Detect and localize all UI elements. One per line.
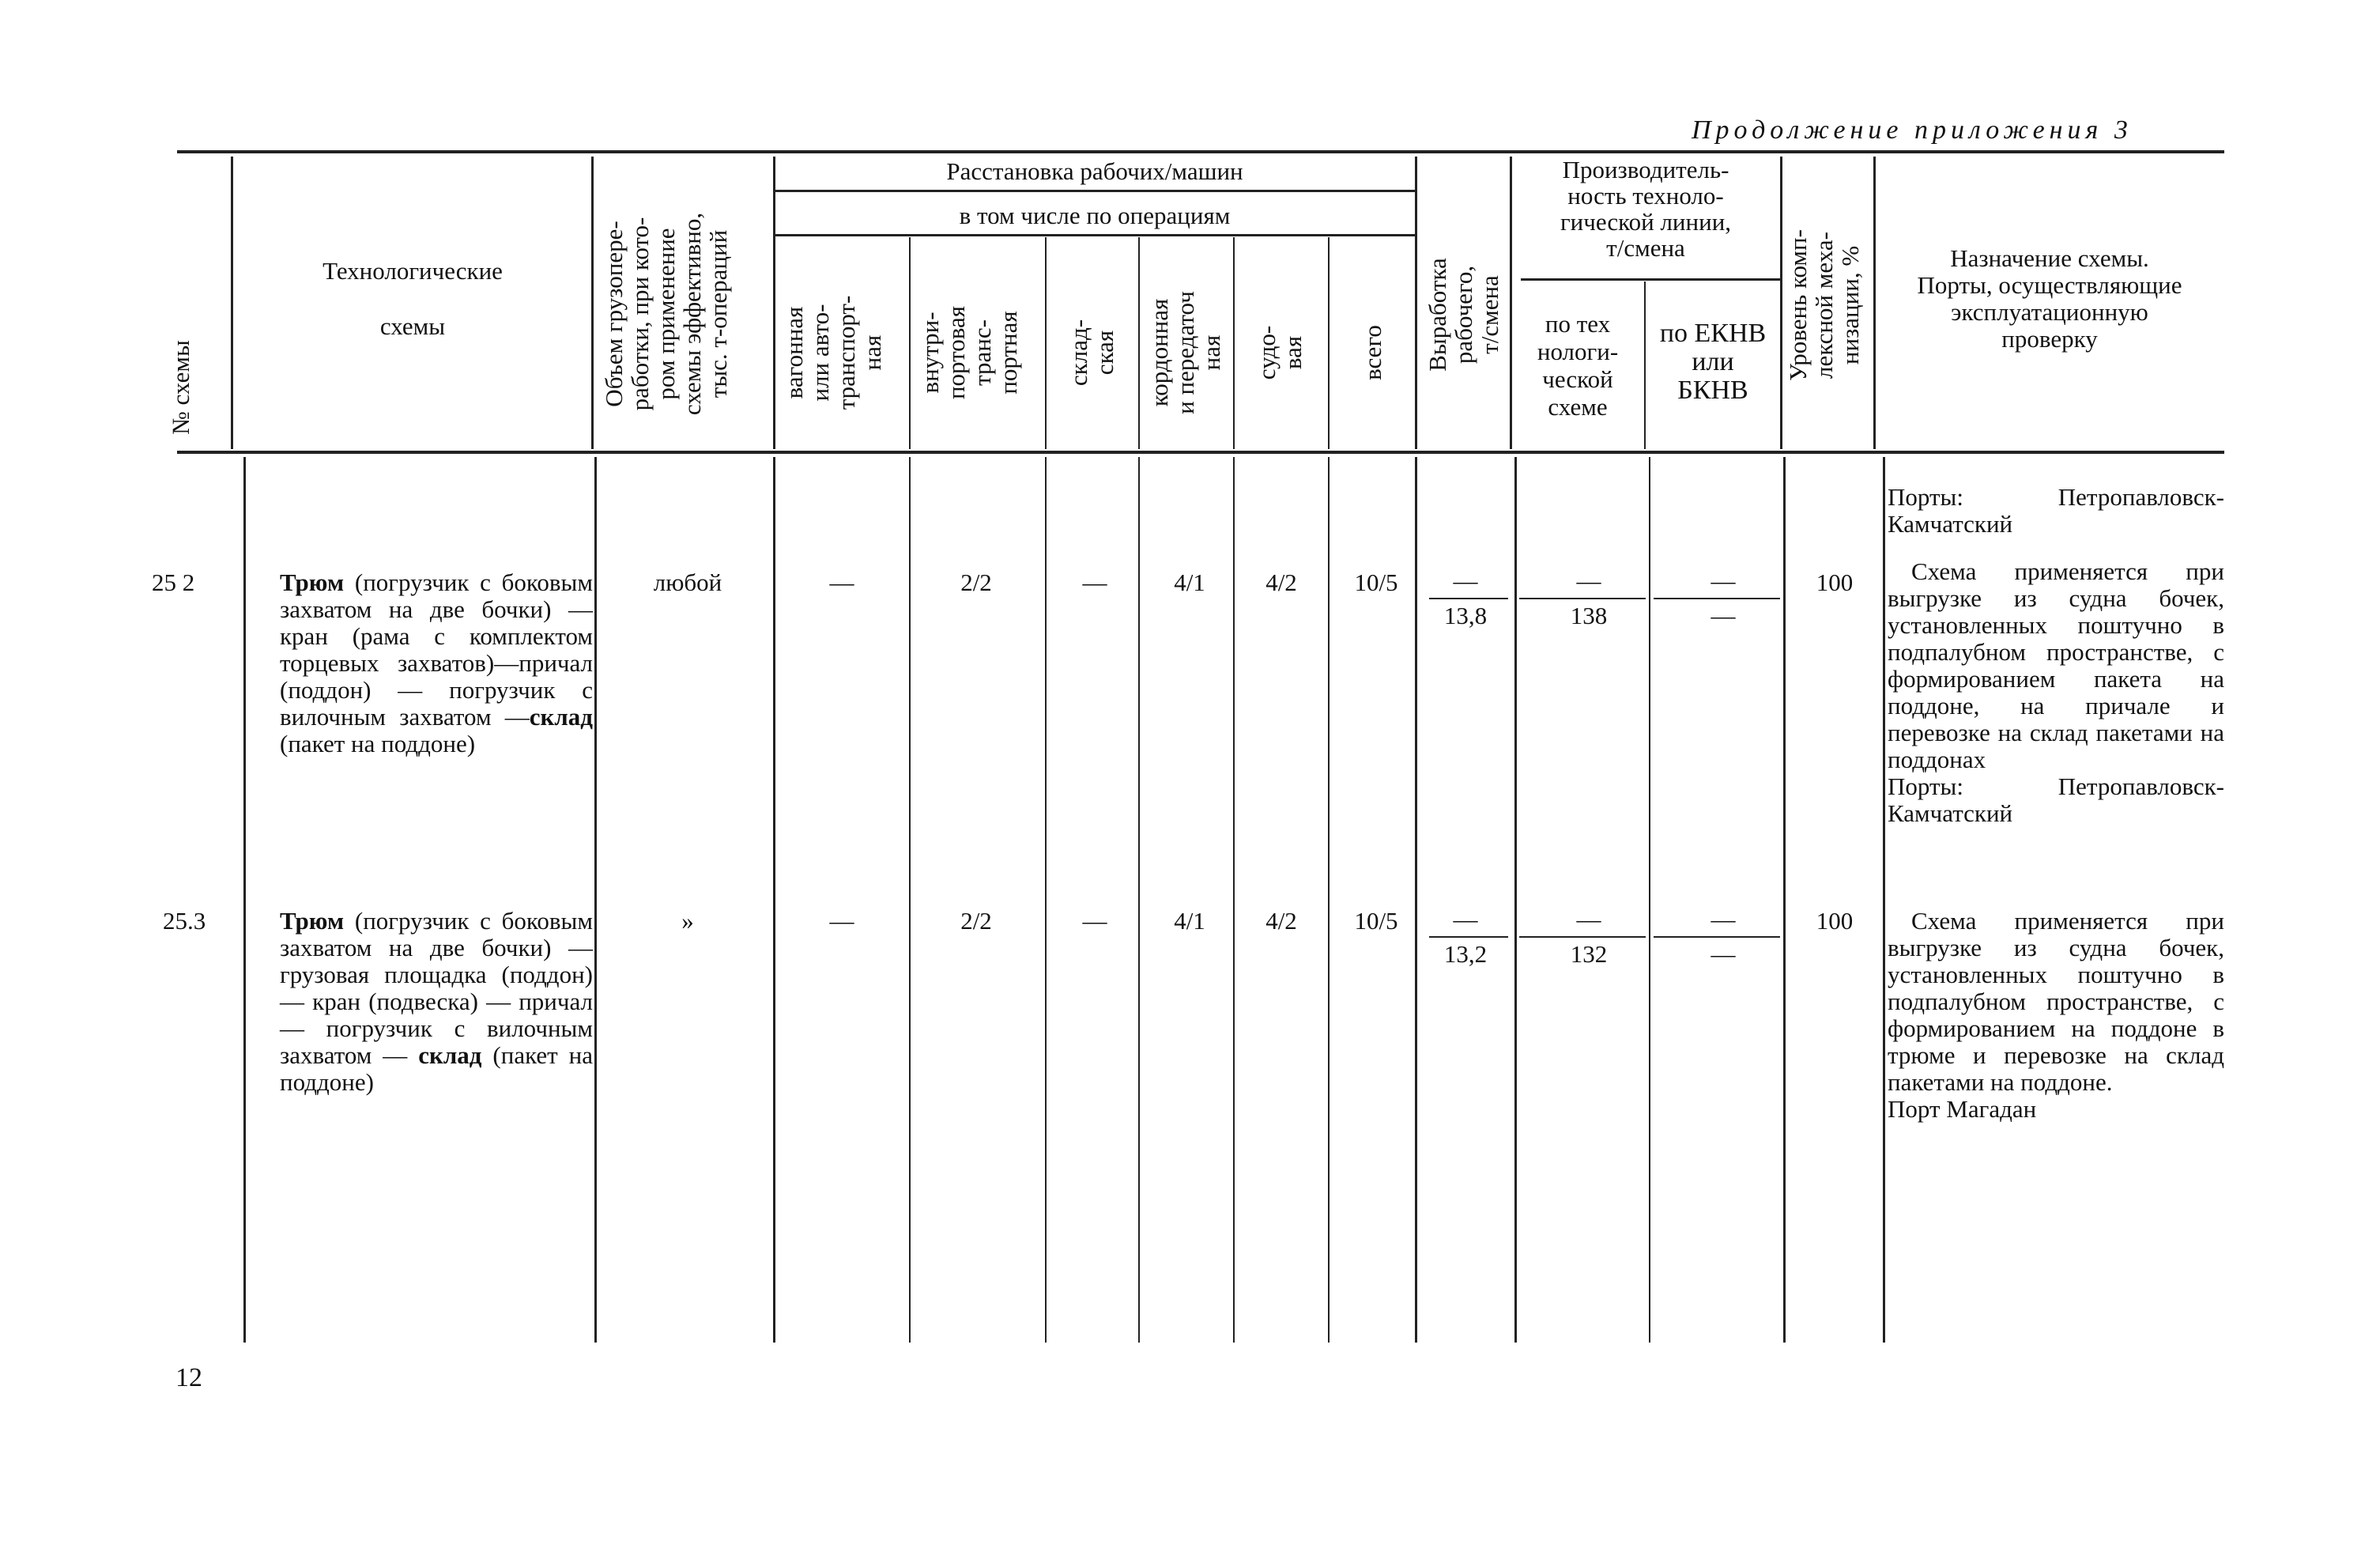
scheme-description: Трюм (погрузчик с боковым захватом на две бочки) — грузовая площадка (поддон) — кран (подвеска) — причал — погрузчик с вилочным захватом — склад (пакет на поддоне) (280, 907, 593, 1096)
header-bottom-rule (177, 451, 2224, 454)
fraction-line (1654, 598, 1780, 599)
prod-eknv-top: — (1711, 905, 1736, 933)
purpose-description: Порты: Петропавловск-Камчатский Схема применяется при выгрузке из судна бочек, установленных поштучно в подпалубном пространстве, с формированием пакета на поддоне, на причале и перевозке на склад пакетами на поддонах Порты: Петропавловск-Камчатский (1888, 483, 2224, 827)
col-divider (231, 157, 233, 449)
output-top: — (1453, 567, 1478, 595)
col-divider (909, 237, 911, 449)
fraction-line (1429, 936, 1508, 938)
subheader-rule (775, 190, 1415, 192)
output-bottom: 13,2 (1443, 940, 1488, 968)
header-op-wagon: вагонная или авто- транспорт- ная (780, 295, 886, 410)
op-cordon-value: 4/1 (1174, 568, 1205, 596)
op-ship-value: 4/2 (1265, 568, 1297, 596)
output-bottom: 13,8 (1443, 602, 1488, 629)
col-divider (1415, 157, 1417, 449)
header-op-inport: внутри- портовая транс- портная (916, 305, 1022, 400)
prod-tech-bottom: 138 (1570, 602, 1608, 629)
op-wagon-value: — (829, 568, 854, 596)
header-output: Выработка рабочего, т/смена (1424, 258, 1503, 372)
op-cordon-value: 4/1 (1174, 907, 1205, 935)
fraction-line (1429, 598, 1508, 599)
header-prod-eknv: по ЕКНВ или БКНВ (1659, 319, 1767, 405)
col-divider (1780, 157, 1782, 449)
subheader-rule (775, 234, 1415, 236)
body-col-divider (594, 457, 597, 1343)
body-col-divider (1883, 457, 1885, 1343)
op-inport-value: 2/2 (960, 568, 992, 596)
mech-level-value: 100 (1816, 568, 1854, 596)
prod-eknv-bottom: — (1711, 602, 1736, 629)
header-mech-level: Уровень комп- лексной меха- низации, % (1784, 229, 1864, 381)
row-num: 25 2 (152, 568, 195, 596)
fraction-line (1519, 598, 1646, 599)
op-inport-value: 2/2 (960, 907, 992, 935)
purpose-description: Схема применяется при выгрузке из судна бочек, установленных поштучно в подпалубном пространстве, с формированием на поддоне в трюме и перевозке на склад пакетами на поддоне. Порт Магадан (1888, 907, 2224, 1123)
header-placement: Расстановка рабочих/машин (946, 157, 1243, 185)
prod-tech-bottom: 132 (1570, 940, 1608, 968)
row-num: 25.3 (163, 907, 206, 935)
body-col-divider (1328, 457, 1330, 1343)
scheme-description: Трюм (погрузчик с боковым захватом на две бочки) — кран (рама с комплектом торцевых захватов)—причал (поддон) — погрузчик с вилочным захватом —склад (пакет на поддоне) (280, 568, 593, 757)
header-prod-tech: по тех нологи- ческой схеме (1537, 310, 1619, 421)
header-productivity: Производитель- ность техноло- гической линии, т/смена (1560, 156, 1732, 262)
op-warehouse-value: — (1082, 907, 1107, 935)
body-col-divider (1514, 457, 1517, 1343)
op-total-value: 10/5 (1354, 907, 1398, 935)
header-volume: Объем грузопере- работки, при кото- ром применение схемы эффективно, тыс. т-операций (600, 212, 732, 416)
col-divider (591, 157, 594, 449)
col-divider (773, 157, 775, 449)
body-col-divider (1233, 457, 1235, 1343)
col-divider (1045, 237, 1047, 449)
volume-value: любой (653, 568, 722, 596)
prod-tech-top: — (1576, 567, 1601, 595)
header-purpose: Назначение схемы. Порты, осуществляющие эксплуатационную проверку (1917, 244, 2182, 353)
header-tech: Технологические схемы (322, 257, 503, 340)
volume-value: » (681, 907, 694, 935)
fraction-line (1654, 936, 1780, 938)
header-num: № схемы (167, 340, 194, 435)
body-col-divider (1045, 457, 1047, 1343)
body-col-divider (1138, 457, 1140, 1343)
col-divider (1233, 237, 1235, 449)
body-col-divider (773, 457, 775, 1343)
output-top: — (1453, 905, 1478, 933)
header-op-total: всего (1359, 325, 1386, 380)
op-warehouse-value: — (1082, 568, 1107, 596)
body-col-divider (1783, 457, 1786, 1343)
op-total-value: 10/5 (1354, 568, 1398, 596)
body-col-divider (1649, 457, 1650, 1343)
prod-eknv-bottom: — (1711, 940, 1736, 968)
prod-eknv-top: — (1711, 567, 1736, 595)
header-op-cordon: кордонная и передаточ ная (1145, 291, 1225, 414)
body-col-divider (243, 457, 246, 1343)
continuation-title: Продолжение приложения 3 (1692, 115, 2133, 145)
mech-level-value: 100 (1816, 907, 1854, 935)
header-by-operations: в том числе по операциям (959, 202, 1231, 229)
body-col-divider (909, 457, 911, 1343)
subheader-rule (1521, 278, 1782, 281)
col-divider (1138, 237, 1140, 449)
header-op-warehouse: склад- ская (1065, 319, 1118, 387)
header-top-rule (177, 150, 2224, 153)
page-number: 12 (175, 1363, 202, 1392)
fraction-line (1519, 936, 1646, 938)
op-wagon-value: — (829, 907, 854, 935)
prod-tech-top: — (1576, 905, 1601, 933)
header-op-ship: судо- вая (1253, 325, 1307, 380)
op-ship-value: 4/2 (1265, 907, 1297, 935)
col-divider (1328, 237, 1330, 449)
